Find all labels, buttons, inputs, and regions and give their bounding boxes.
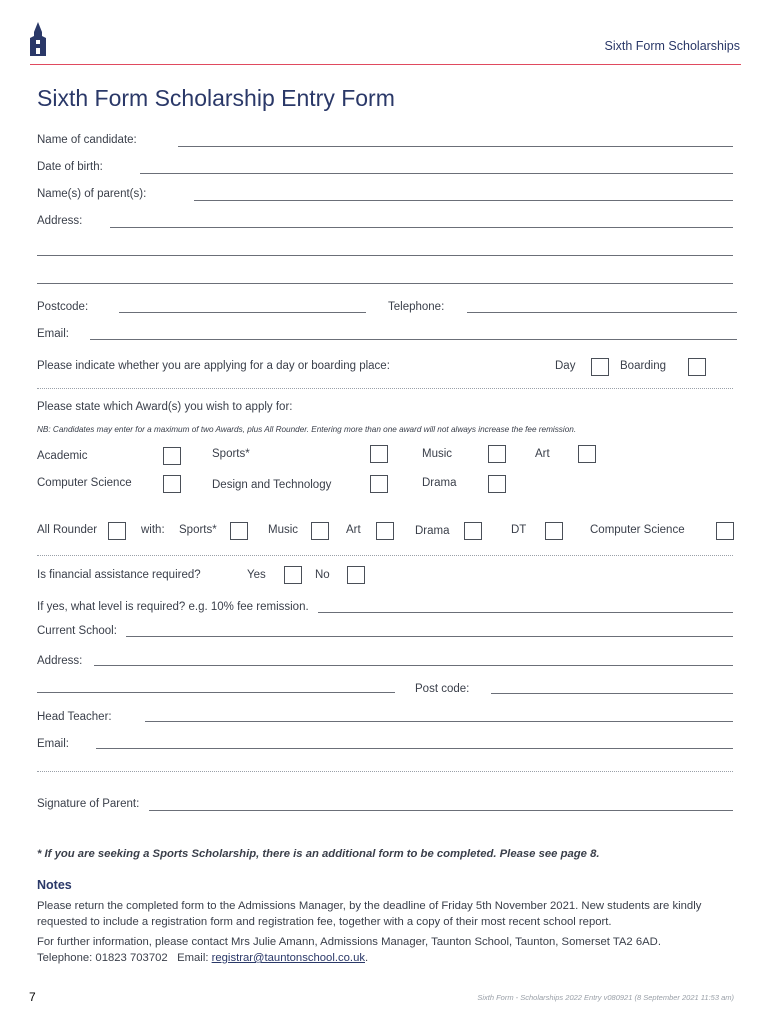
header-section-title: Sixth Form Scholarships: [604, 39, 740, 53]
notes-paragraph-2: [37, 934, 737, 966]
school-email-label: Email:: [37, 738, 69, 750]
email-label: Email:: [37, 328, 69, 340]
form-title: Sixth Form Scholarship Entry Form: [37, 85, 395, 111]
award-design-tech-checkbox[interactable]: [370, 475, 388, 493]
current-school-label: Current School:: [37, 625, 117, 637]
awards-note: NB: Candidates may enter for a maximum of two Awards, plus All Rounder. Entering more than one award will not always increase the fee remission.: [37, 425, 577, 434]
award-art-label: Art: [535, 448, 550, 460]
notes-telephone-text: Telephone: 01823 703702 Email:: [37, 952, 212, 964]
award-sports-checkbox[interactable]: [370, 445, 388, 463]
telephone-field[interactable]: [467, 312, 737, 313]
all-rounder-label: All Rounder: [37, 524, 98, 536]
financial-no-label: No: [315, 569, 330, 581]
all-rounder-sports-label: Sports*: [179, 524, 217, 536]
award-art-checkbox[interactable]: [578, 445, 596, 463]
address-label: Address:: [37, 215, 83, 227]
all-rounder-music-checkbox[interactable]: [311, 522, 329, 540]
all-rounder-checkbox[interactable]: [108, 522, 126, 540]
parents-label: Name(s) of parent(s):: [37, 188, 147, 200]
award-drama-checkbox[interactable]: [488, 475, 506, 493]
dob-label: Date of birth:: [37, 161, 103, 173]
all-rounder-art-label: Art: [346, 524, 361, 536]
school-email-field[interactable]: [96, 748, 733, 749]
award-computer-science-checkbox[interactable]: [163, 475, 181, 493]
notes-paragraph-1: Please return the completed form to the Admissions Manager, by the deadline of Friday 5th November 2021. New students are kindly requested to include a registration form and registration fee, together with a copy of their most recent school report.: [37, 900, 702, 928]
award-design-tech-label: Design and Technology: [212, 479, 332, 491]
school-address-field-1[interactable]: [94, 665, 733, 666]
award-music-checkbox[interactable]: [488, 445, 506, 463]
page-number: 7: [29, 990, 36, 1004]
all-rounder-dt-label: DT: [511, 524, 527, 536]
day-label: Day: [555, 360, 576, 372]
address-field-line-2[interactable]: [37, 255, 733, 256]
place-question: Please indicate whether you are applying for a day or boarding place:: [37, 360, 390, 372]
signature-field[interactable]: [149, 810, 733, 811]
school-logo-icon: [28, 22, 48, 58]
address-field-line-1[interactable]: [110, 227, 733, 228]
financial-yes-checkbox[interactable]: [284, 566, 302, 584]
all-rounder-computer-science-label: Computer Science: [590, 524, 685, 536]
school-postcode-field[interactable]: [491, 693, 733, 694]
boarding-checkbox[interactable]: [688, 358, 706, 376]
financial-yes-label: Yes: [247, 569, 266, 581]
telephone-label: Telephone:: [388, 301, 445, 313]
day-checkbox[interactable]: [591, 358, 609, 376]
head-teacher-label: Head Teacher:: [37, 711, 112, 723]
all-rounder-music-label: Music: [268, 524, 299, 536]
candidate-name-field[interactable]: [178, 146, 733, 147]
section-divider: [37, 388, 733, 389]
level-field[interactable]: [318, 612, 733, 613]
section-divider: [37, 771, 733, 772]
all-rounder-sports-checkbox[interactable]: [230, 522, 248, 540]
footer-doc-info: Sixth Form - Scholarships 2022 Entry v080921 (8 September 2021 11:53 am): [477, 993, 734, 1002]
school-postcode-label: Post code:: [415, 683, 470, 695]
all-rounder-dt-checkbox[interactable]: [545, 522, 563, 540]
award-computer-science-label: Computer Science: [37, 477, 132, 489]
award-academic-label: Academic: [37, 450, 88, 462]
candidate-name-label: Name of candidate:: [37, 134, 137, 146]
all-rounder-computer-science-checkbox[interactable]: [716, 522, 734, 540]
notes-heading: Notes: [37, 878, 72, 892]
registrar-email-link[interactable]: registrar@tauntonschool.co.uk: [211, 952, 365, 964]
address-field-line-3[interactable]: [37, 283, 733, 284]
postcode-label: Postcode:: [37, 301, 89, 313]
notes-trailing-period: .: [365, 952, 369, 964]
head-teacher-field[interactable]: [145, 721, 733, 722]
signature-label: Signature of Parent:: [37, 798, 140, 810]
level-question: If yes, what level is required? e.g. 10% fee remission.: [37, 601, 309, 613]
awards-question: Please state which Award(s) you wish to apply for:: [37, 401, 293, 413]
email-field[interactable]: [90, 339, 737, 340]
all-rounder-drama-checkbox[interactable]: [464, 522, 482, 540]
school-address-label: Address:: [37, 655, 83, 667]
notes-contact-text: For further information, please contact Mrs Julie Amann, Admissions Manager, Taunton School, Taunton, Somerset TA2 6AD.: [37, 936, 661, 948]
sports-note: * If you are seeking a Sports Scholarship, there is an additional form to be completed. Please see page 8.: [37, 848, 600, 860]
dob-field[interactable]: [140, 173, 733, 174]
financial-no-checkbox[interactable]: [347, 566, 365, 584]
postcode-field[interactable]: [119, 312, 366, 313]
all-rounder-art-checkbox[interactable]: [376, 522, 394, 540]
all-rounder-with-label: with:: [141, 524, 165, 536]
section-divider: [37, 555, 733, 556]
all-rounder-drama-label: Drama: [415, 525, 450, 537]
header-divider: [30, 64, 741, 65]
financial-question: Is financial assistance required?: [37, 569, 201, 581]
current-school-field[interactable]: [126, 636, 733, 637]
school-address-field-2[interactable]: [37, 692, 395, 693]
parents-field[interactable]: [194, 200, 733, 201]
award-music-label: Music: [422, 448, 453, 460]
award-sports-label: Sports*: [212, 448, 250, 460]
boarding-label: Boarding: [620, 360, 667, 372]
award-drama-label: Drama: [422, 477, 457, 489]
award-academic-checkbox[interactable]: [163, 447, 181, 465]
